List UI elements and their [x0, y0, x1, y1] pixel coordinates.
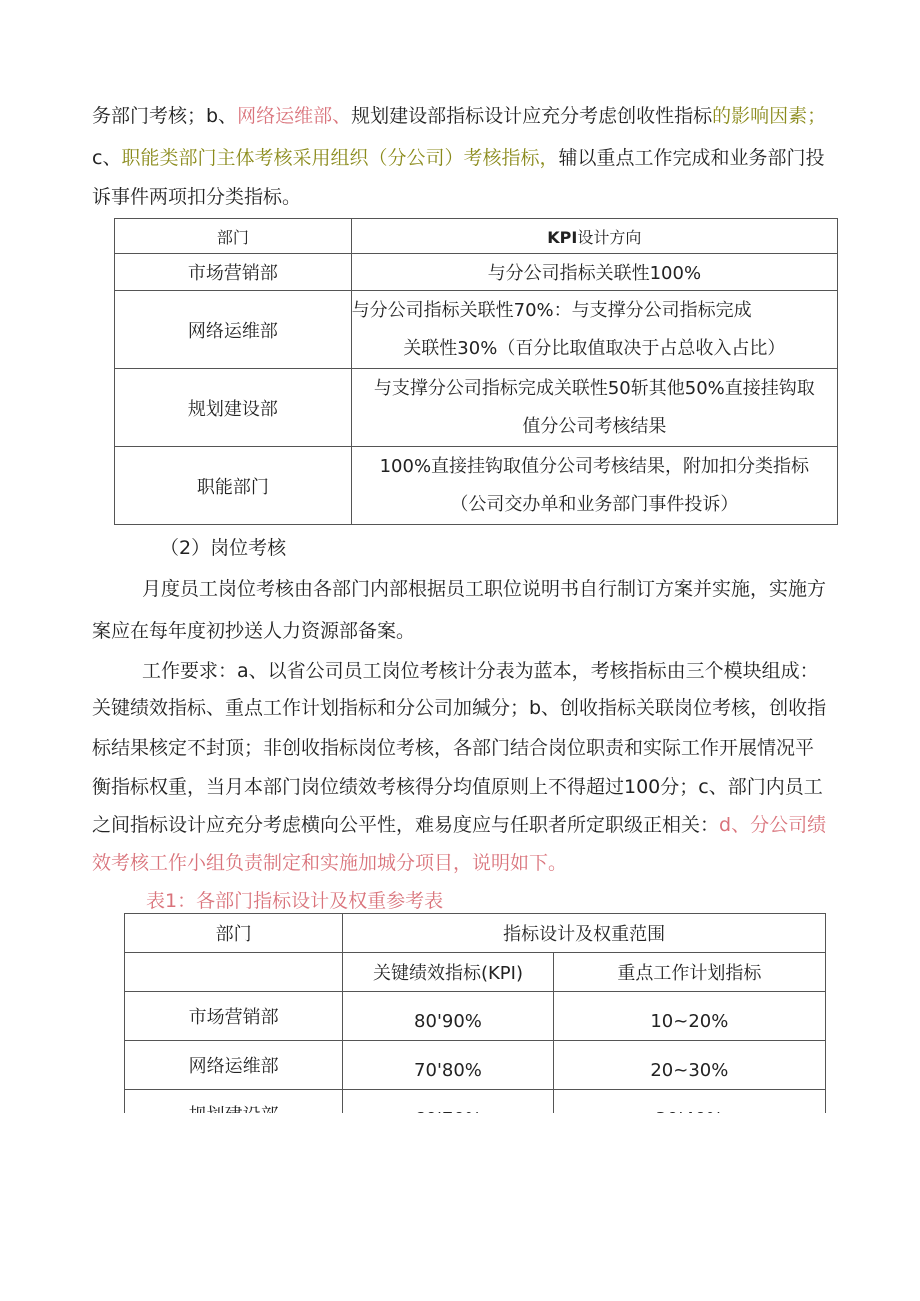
kpi-cell-line: 与分公司指标关联性70%：与支撑分公司指标完成: [351, 299, 752, 321]
kpi-cell-line: 关联性30%（百分比取值取决于占总收入占比）: [403, 337, 786, 359]
header-kpi-rest: 设计方向: [577, 227, 642, 247]
dept-cell: 职能部门: [115, 447, 352, 525]
table-header-row: [125, 914, 826, 953]
para2-text: 之间指标设计应充分考虑横向公平性，难易度应与任职者所定职级正相关：: [92, 814, 720, 836]
para2-line: [92, 813, 826, 837]
table-row: [115, 369, 838, 447]
weight-table: [124, 913, 826, 1139]
table-caption: 表1：各部门指标设计及权重参考表: [146, 890, 444, 912]
kpi-cell-line: 与支撑分公司指标完成关联性50斩其他50%直接挂钩取: [373, 377, 815, 399]
intro-line-3: 诉事件两项扣分类指标。: [92, 186, 302, 208]
table-row: [115, 254, 838, 291]
header-kpi-bold: KPI: [547, 227, 578, 247]
header-range: 指标设计及权重范围: [343, 914, 826, 953]
para2-line: 工作要求：a、以省公司员工岗位考核计分表为蓝本，考核指标由三个模块组成：: [142, 660, 819, 682]
kpi-cell: [351, 369, 837, 447]
table-row: [125, 992, 826, 1041]
dept-cell: 市场营销部: [125, 992, 343, 1041]
kpi-cell-line: 100%直接挂钩取值分公司考核结果，附加扣分类指标: [379, 455, 810, 477]
header-work: 重点工作计划指标: [553, 953, 825, 992]
para2-highlight-pink: d、分公司绩: [719, 814, 827, 836]
intro-text: 规划建设部指标设计应充分考虑创收性指标: [351, 105, 713, 127]
intro-highlight-olive: 职能类部门主体考核采用组织（分公司）考核指标，: [121, 147, 559, 169]
kpi-weight-cell: 70'80%: [343, 1041, 553, 1090]
kpi-cell: [351, 291, 837, 369]
work-weight-cell: 10~20%: [553, 992, 825, 1041]
section-heading: （2）岗位考核: [160, 537, 287, 559]
intro-text: c、: [92, 147, 122, 169]
intro-highlight-pink: 网络运维部、: [237, 105, 352, 127]
dept-cell: 市场营销部: [115, 254, 352, 291]
intro-text: 务部门考核；b、: [92, 105, 238, 127]
table-row: [125, 1041, 826, 1090]
empty-cell: [125, 953, 343, 992]
dept-cell: 网络运维部: [125, 1041, 343, 1090]
kpi-cell-line: （公司交办单和业务部门事件投诉）: [450, 493, 739, 515]
header-dept: 部门: [125, 914, 343, 953]
para2-line: 标结果核定不封顶；非创收指标岗位考核，各部门结合岗位职责和实际工作开展情况平: [92, 737, 815, 759]
header-kpi-direction: [351, 219, 837, 254]
dept-cell: 网络运维部: [115, 291, 352, 369]
para2-line-pink: 效考核工作小组负责制定和实施加城分项目，说明如下。: [92, 852, 568, 874]
intro-line-1: [92, 104, 826, 128]
table-header-row: [115, 219, 838, 254]
dept-cell: 规划建设部: [115, 369, 352, 447]
kpi-cell-line: 值分公司考核结果: [522, 415, 667, 437]
kpi-cell: 与分公司指标关联性100%: [351, 254, 837, 291]
table-subheader-row: [125, 953, 826, 992]
intro-text: 辅以重点工作完成和业务部门投: [558, 147, 825, 169]
para2-line: 衡指标权重，当月本部门岗位绩效考核得分均值原则上不得超过100分；c、部门内员工: [92, 776, 823, 798]
para2-line: 关键绩效指标、重点工作计划指标和分公司加缄分；b、创收指标关联岗位考核，创收指: [92, 697, 827, 719]
table-row: [115, 447, 838, 525]
header-dept: 部门: [115, 219, 352, 254]
intro-highlight-olive: 的影响因素；: [712, 105, 827, 127]
header-kpi: 关键绩效指标(KPI): [343, 953, 553, 992]
kpi-cell: [351, 447, 837, 525]
work-weight-cell: 20~30%: [553, 1041, 825, 1090]
kpi-design-table: [114, 218, 838, 525]
para1-line: 月度员工岗位考核由各部门内部根据员工职位说明书自行制订方案并实施，实施方: [142, 578, 827, 600]
table-row: [115, 291, 838, 369]
page-cut: [120, 1113, 830, 1153]
kpi-weight-cell: 80'90%: [343, 992, 553, 1041]
intro-line-2: [92, 146, 824, 170]
para1-line: 案应在每年度初抄送人力资源部备案。: [92, 620, 416, 642]
